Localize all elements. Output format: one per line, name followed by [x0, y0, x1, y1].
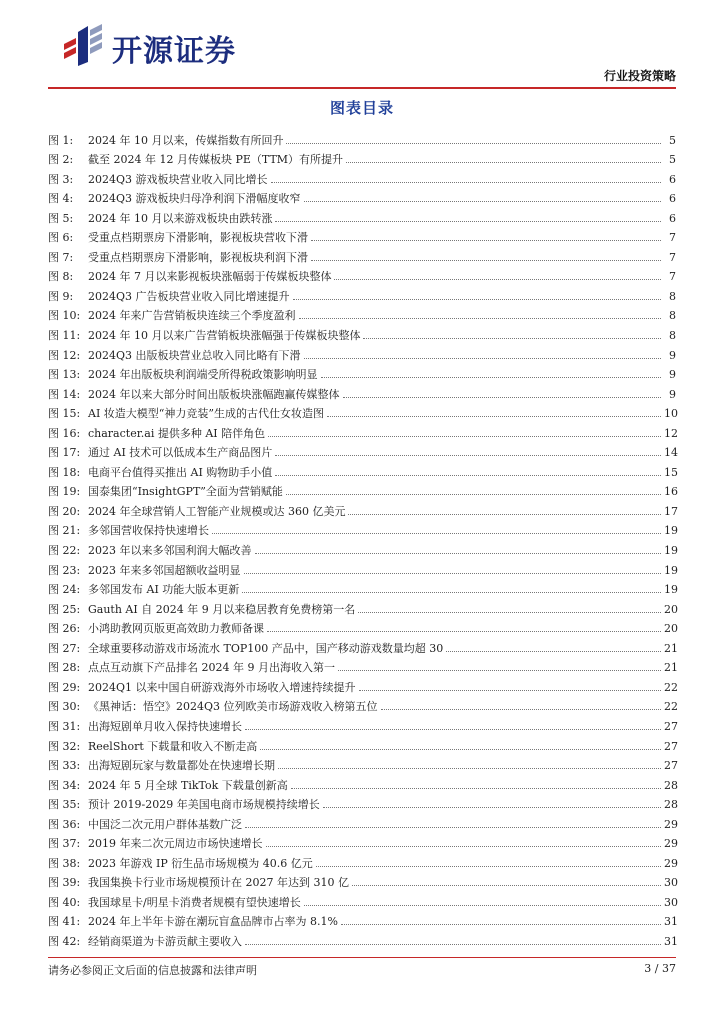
toc-entry-page: 14 — [664, 446, 678, 460]
toc-entry-number: 图 8: — [48, 270, 74, 284]
toc-entry[interactable] — [48, 186, 676, 206]
toc-entry-number: 图 28: — [48, 661, 81, 675]
toc-entry-page: 30 — [664, 895, 678, 909]
toc-entry-page: 20 — [664, 622, 678, 636]
toc-entry-number: 图 19: — [48, 485, 81, 499]
toc-entry-title: 2023 年以来多邻国利润大幅改善 — [88, 544, 252, 558]
toc-entry[interactable] — [48, 244, 676, 264]
toc-entry-number: 图 6: — [48, 231, 74, 245]
toc-entry-number: 图 10: — [48, 309, 81, 323]
toc-entry-number: 图 17: — [48, 446, 81, 460]
toc-entry-page: 6 — [669, 192, 676, 206]
toc-entry-title: 2024 年上半年卡游在潮玩盲盒品牌市占率为 8.1% — [88, 915, 338, 929]
toc-entry-page: 9 — [669, 368, 676, 382]
company-logo — [58, 22, 318, 70]
toc-entry-number: 图 4: — [48, 192, 74, 206]
toc-entry-page: 27 — [664, 759, 678, 773]
toc-dot-leader — [341, 923, 661, 925]
toc-dot-leader — [245, 943, 661, 945]
toc-entry-page: 20 — [664, 602, 678, 616]
toc-entry-page: 31 — [664, 915, 678, 929]
toc-entry-page: 5 — [669, 153, 676, 167]
toc-entry-number: 图 5: — [48, 211, 74, 225]
toc-entry-title: 2024Q3 游戏板块归母净利润下滑幅度收窄 — [88, 192, 301, 206]
toc-entry[interactable] — [48, 401, 676, 421]
toc-entry-page: 9 — [669, 348, 676, 362]
toc-entry-title: 2023 年来多邻国超额收益明显 — [88, 563, 241, 577]
toc-entry-page: 28 — [664, 778, 678, 792]
toc-entry-title: 多邻国发布 AI 功能大版本更新 — [88, 583, 240, 597]
toc-entry-page: 7 — [669, 231, 676, 245]
toc-entry-title: 2024Q3 游戏板块营业收入同比增长 — [88, 172, 268, 186]
toc-dot-leader — [311, 259, 661, 261]
toc-entry-page: 21 — [664, 641, 678, 655]
toc-entry-page: 7 — [669, 270, 676, 284]
toc-entry-number: 图 34: — [48, 778, 81, 792]
toc-entry-number: 图 7: — [48, 250, 74, 264]
toc-entry-number: 图 30: — [48, 700, 81, 714]
toc-entry-number: 图 11: — [48, 329, 81, 343]
toc-entry-page: 8 — [669, 309, 676, 323]
toc-entry-number: 图 2: — [48, 153, 74, 167]
toc-entry-number: 图 21: — [48, 524, 81, 538]
toc-entry[interactable] — [48, 479, 676, 499]
toc-entry-title: character.ai 提供多种 AI 陪伴角色 — [88, 426, 266, 440]
toc-entry[interactable] — [48, 283, 676, 303]
toc-entry[interactable] — [48, 557, 676, 577]
toc-entry-page: 10 — [664, 407, 678, 421]
toc-entry-title: 预计 2019-2029 年美国电商市场规模持续增长 — [88, 798, 320, 812]
toc-entry-number: 图 9: — [48, 289, 74, 303]
toc-entry-page: 8 — [669, 289, 676, 303]
toc-entry-title: 2024Q3 出版板块营业总收入同比略有下滑 — [88, 348, 301, 362]
toc-entry-title: 国泰集团“InsightGPT”全面为营销赋能 — [88, 485, 283, 499]
toc-entry-page: 7 — [669, 250, 676, 264]
toc-entry-title: 截至 2024 年 12 月传媒板块 PE（TTM）有所提升 — [88, 153, 344, 167]
toc-entry-page: 9 — [669, 387, 676, 401]
toc-entry-number: 图 39: — [48, 876, 81, 890]
toc-entry[interactable] — [48, 694, 676, 714]
toc-entry[interactable] — [48, 342, 676, 362]
toc-entry-page: 31 — [664, 934, 678, 948]
toc-entry-number: 图 31: — [48, 719, 81, 733]
toc-entry[interactable] — [48, 225, 676, 245]
toc-entry[interactable] — [48, 889, 676, 909]
toc-entry-title: 2024 年 10 月以来广告营销板块涨幅强于传媒板块整体 — [88, 329, 361, 343]
toc-entry-title: 2024 年出版板块利润端受所得税政策影响明显 — [88, 368, 318, 382]
toc-entry-number: 图 32: — [48, 739, 81, 753]
toc-entry-number: 图 25: — [48, 602, 81, 616]
toc-entry-title: 2024 年全球营销人工智能产业规模或达 360 亿美元 — [88, 504, 346, 518]
toc-dot-leader — [244, 572, 662, 574]
toc-entry-number: 图 38: — [48, 856, 81, 870]
toc-dot-leader — [275, 454, 661, 456]
toc-entry[interactable] — [48, 635, 676, 655]
toc-dot-leader — [338, 669, 661, 671]
toc-entry[interactable] — [48, 616, 676, 636]
toc-dot-leader — [275, 474, 661, 476]
toc-dot-leader — [381, 708, 661, 710]
toc-entry-title: 出海短剧玩家与数量都处在快速增长期 — [88, 759, 275, 773]
toc-entry-title: 点点互动旗下产品排名 2024 年 9 月出海收入第一 — [88, 661, 335, 675]
toc-entry[interactable] — [48, 674, 676, 694]
toc-dot-leader — [275, 220, 661, 222]
toc-entry-page: 6 — [669, 211, 676, 225]
toc-entry-title: 2024 年 5 月全球 TikTok 下载量创新高 — [88, 778, 288, 792]
company-logo-icon — [58, 22, 108, 68]
toc-entry-title: 受重点档期票房下滑影响，影视板块营收下滑 — [88, 231, 308, 245]
toc-entry[interactable] — [48, 362, 676, 382]
toc-entry[interactable] — [48, 322, 676, 342]
footer-disclaimer: 请务必参阅正文后面的信息披露和法律声明 — [48, 964, 257, 977]
toc-entry[interactable] — [48, 655, 676, 675]
toc-dot-leader — [271, 181, 661, 183]
toc-entry-number: 图 37: — [48, 837, 81, 851]
toc-entry-page: 29 — [664, 817, 678, 831]
toc-entry-number: 图 13: — [48, 368, 81, 382]
toc-entry-title: 2023 年游戏 IP 衍生品市场规模为 40.6 亿元 — [88, 856, 313, 870]
toc-dot-leader — [446, 650, 661, 652]
toc-entry-number: 图 35: — [48, 798, 81, 812]
toc-entry-page: 8 — [669, 329, 676, 343]
toc-dot-leader — [268, 435, 661, 437]
toc-entry[interactable] — [48, 909, 676, 929]
toc-entry[interactable] — [48, 166, 676, 186]
toc-entry-number: 图 26: — [48, 622, 81, 636]
toc-entry-page: 12 — [664, 426, 678, 440]
toc-entry-number: 图 14: — [48, 387, 81, 401]
toc-entry-title: 《黑神话：悟空》2024Q3 位列欧美市场游戏收入榜第五位 — [88, 700, 378, 714]
toc-entry[interactable] — [48, 459, 676, 479]
toc-entry-number: 图 42: — [48, 934, 81, 948]
toc-dot-leader — [323, 806, 661, 808]
toc-entry-page: 19 — [664, 563, 678, 577]
toc-entry-page: 29 — [664, 856, 678, 870]
toc-entry-number: 图 12: — [48, 348, 81, 362]
toc-entry-number: 图 40: — [48, 895, 81, 909]
toc-entry-page: 28 — [664, 798, 678, 812]
toc-entry-title: 通过 AI 技术可以低成本生产商品图片 — [88, 446, 273, 460]
toc-entry-number: 图 24: — [48, 583, 81, 597]
toc-entry-number: 图 36: — [48, 817, 81, 831]
toc-entry-page: 5 — [669, 133, 676, 147]
toc-entry[interactable] — [48, 753, 676, 773]
toc-entry-title: 经销商渠道为卡游贡献主要收入 — [88, 934, 242, 948]
toc-entry-title: 2024 年来广告营销板块连续三个季度盈利 — [88, 309, 296, 323]
toc-entry[interactable] — [48, 127, 676, 147]
toc-entry[interactable] — [48, 596, 676, 616]
toc-entry-page: 27 — [664, 739, 678, 753]
toc-dot-leader — [363, 337, 661, 339]
toc-entry-title: 出海短剧单月收入保持快速增长 — [88, 719, 242, 733]
toc-entry-title: 我国球星卡/明星卡消费者规模有望快速增长 — [88, 895, 301, 909]
toc-dot-leader — [242, 591, 661, 593]
toc-entry-page: 22 — [664, 680, 678, 694]
toc-dot-leader — [352, 884, 661, 886]
toc-entry-title: 我国集换卡行业市场规模预计在 2027 年达到 310 亿 — [88, 876, 349, 890]
toc-dot-leader — [212, 532, 661, 534]
toc-dot-leader — [286, 493, 661, 495]
toc-entry-title: 2024 年 10 月以来，传媒指数有所回升 — [88, 133, 284, 147]
toc-entry-title: 多邻国营收保持快速增长 — [88, 524, 209, 538]
toc-dot-leader — [304, 904, 661, 906]
toc-dot-leader — [304, 200, 661, 202]
toc-entry-title: 2024Q1 以来中国自研游戏海外市场收入增速持续提升 — [88, 680, 356, 694]
toc-dot-leader — [346, 161, 661, 163]
toc-entry-title: 2024 年以来大部分时间出版板块涨幅跑赢传媒整体 — [88, 387, 340, 401]
toc-entry-page: 22 — [664, 700, 678, 714]
toc-entry[interactable] — [48, 205, 676, 225]
toc-entry-number: 图 18: — [48, 465, 81, 479]
page-number: 3 / 37 — [644, 962, 676, 975]
toc-dot-leader — [286, 142, 661, 144]
toc-entry-number: 图 23: — [48, 563, 81, 577]
toc-dot-leader — [267, 630, 661, 632]
toc-dot-leader — [255, 552, 662, 554]
toc-entry[interactable] — [48, 498, 676, 518]
toc-entry-number: 图 1: — [48, 133, 74, 147]
toc-list — [48, 127, 676, 948]
toc-entry[interactable] — [48, 264, 676, 284]
company-name: 开源证券 — [112, 34, 236, 69]
toc-entry-title: 2024 年 7 月以来影视板块涨幅弱于传媒板块整体 — [88, 270, 332, 284]
toc-entry-title: AI 妆造大模型“神力竞装”生成的古代仕女妆造图 — [88, 407, 325, 421]
toc-entry[interactable] — [48, 147, 676, 167]
toc-dot-leader — [266, 845, 662, 847]
toc-dot-leader — [327, 415, 661, 417]
header-divider — [48, 87, 676, 89]
toc-dot-leader — [311, 239, 661, 241]
toc-entry-number: 图 27: — [48, 641, 81, 655]
toc-dot-leader — [316, 865, 661, 867]
toc-dot-leader — [348, 513, 661, 515]
toc-entry-title: 小鸿助教网页版更高效助力教师备课 — [88, 622, 264, 636]
toc-entry[interactable] — [48, 537, 676, 557]
toc-entry[interactable] — [48, 303, 676, 323]
toc-entry-page: 16 — [664, 485, 678, 499]
toc-entry-number: 图 22: — [48, 544, 81, 558]
toc-entry-number: 图 29: — [48, 680, 81, 694]
footer-divider — [48, 957, 676, 958]
toc-entry-title: 2019 年来二次元周边市场快速增长 — [88, 837, 263, 851]
toc-entry-title: 受重点档期票房下滑影响，影视板块利润下滑 — [88, 250, 308, 264]
toc-entry-page: 17 — [664, 504, 678, 518]
toc-entry-title: 中国泛二次元用户群体基数广泛 — [88, 817, 242, 831]
toc-entry-title: Gauth AI 自 2024 年 9 月以来稳居教育免费榜第一名 — [88, 602, 356, 616]
toc-dot-leader — [343, 396, 662, 398]
toc-entry-page: 19 — [664, 524, 678, 538]
toc-entry-number: 图 41: — [48, 915, 81, 929]
toc-entry[interactable] — [48, 928, 676, 948]
toc-entry-number: 图 3: — [48, 172, 74, 186]
toc-dot-leader — [304, 357, 661, 359]
toc-entry[interactable] — [48, 713, 676, 733]
toc-dot-leader — [291, 787, 661, 789]
toc-dot-leader — [299, 317, 662, 319]
toc-entry[interactable] — [48, 420, 676, 440]
toc-entry-title: ReelShort 下载量和收入不断走高 — [88, 739, 258, 753]
toc-entry[interactable] — [48, 733, 676, 753]
report-type-label: 行业投资策略 — [603, 69, 676, 83]
toc-entry[interactable] — [48, 870, 676, 890]
toc-dot-leader — [321, 376, 662, 378]
toc-entry-title: 2024Q3 广告板块营业收入同比增速提升 — [88, 289, 290, 303]
toc-entry-page: 27 — [664, 719, 678, 733]
toc-dot-leader — [278, 767, 661, 769]
toc-entry-number: 图 15: — [48, 407, 81, 421]
toc-entry-page: 29 — [664, 837, 678, 851]
toc-entry-number: 图 20: — [48, 504, 81, 518]
toc-entry-page: 21 — [664, 661, 678, 675]
toc-entry-page: 6 — [669, 172, 676, 186]
toc-entry[interactable] — [48, 831, 676, 851]
toc-entry[interactable] — [48, 792, 676, 812]
toc-entry[interactable] — [48, 577, 676, 597]
toc-entry[interactable] — [48, 772, 676, 792]
toc-dot-leader — [334, 278, 661, 280]
toc-dot-leader — [245, 826, 661, 828]
toc-entry[interactable] — [48, 811, 676, 831]
toc-dot-leader — [245, 728, 661, 730]
toc-entry-page: 15 — [664, 465, 678, 479]
toc-entry-title: 2024 年 10 月以来游戏板块由跌转涨 — [88, 211, 273, 225]
toc-dot-leader — [359, 689, 661, 691]
toc-entry-title: 全球重要移动游戏市场流水 TOP100 产品中，国产移动游戏数量均超 30 — [88, 641, 444, 655]
toc-entry-page: 19 — [664, 544, 678, 558]
toc-title: 图表目录 — [329, 99, 394, 117]
toc-dot-leader — [293, 298, 661, 300]
toc-entry-number: 图 16: — [48, 426, 81, 440]
page-header — [48, 14, 676, 90]
toc-dot-leader — [260, 748, 661, 750]
toc-entry[interactable] — [48, 850, 676, 870]
toc-entry[interactable] — [48, 381, 676, 401]
toc-entry-title: 电商平台值得买推出 AI 购物助手小值 — [88, 465, 273, 479]
toc-entry-number: 图 33: — [48, 759, 81, 773]
toc-entry[interactable] — [48, 440, 676, 460]
toc-entry-page: 30 — [664, 876, 678, 890]
toc-entry[interactable] — [48, 518, 676, 538]
toc-dot-leader — [358, 611, 661, 613]
toc-entry-page: 19 — [664, 583, 678, 597]
